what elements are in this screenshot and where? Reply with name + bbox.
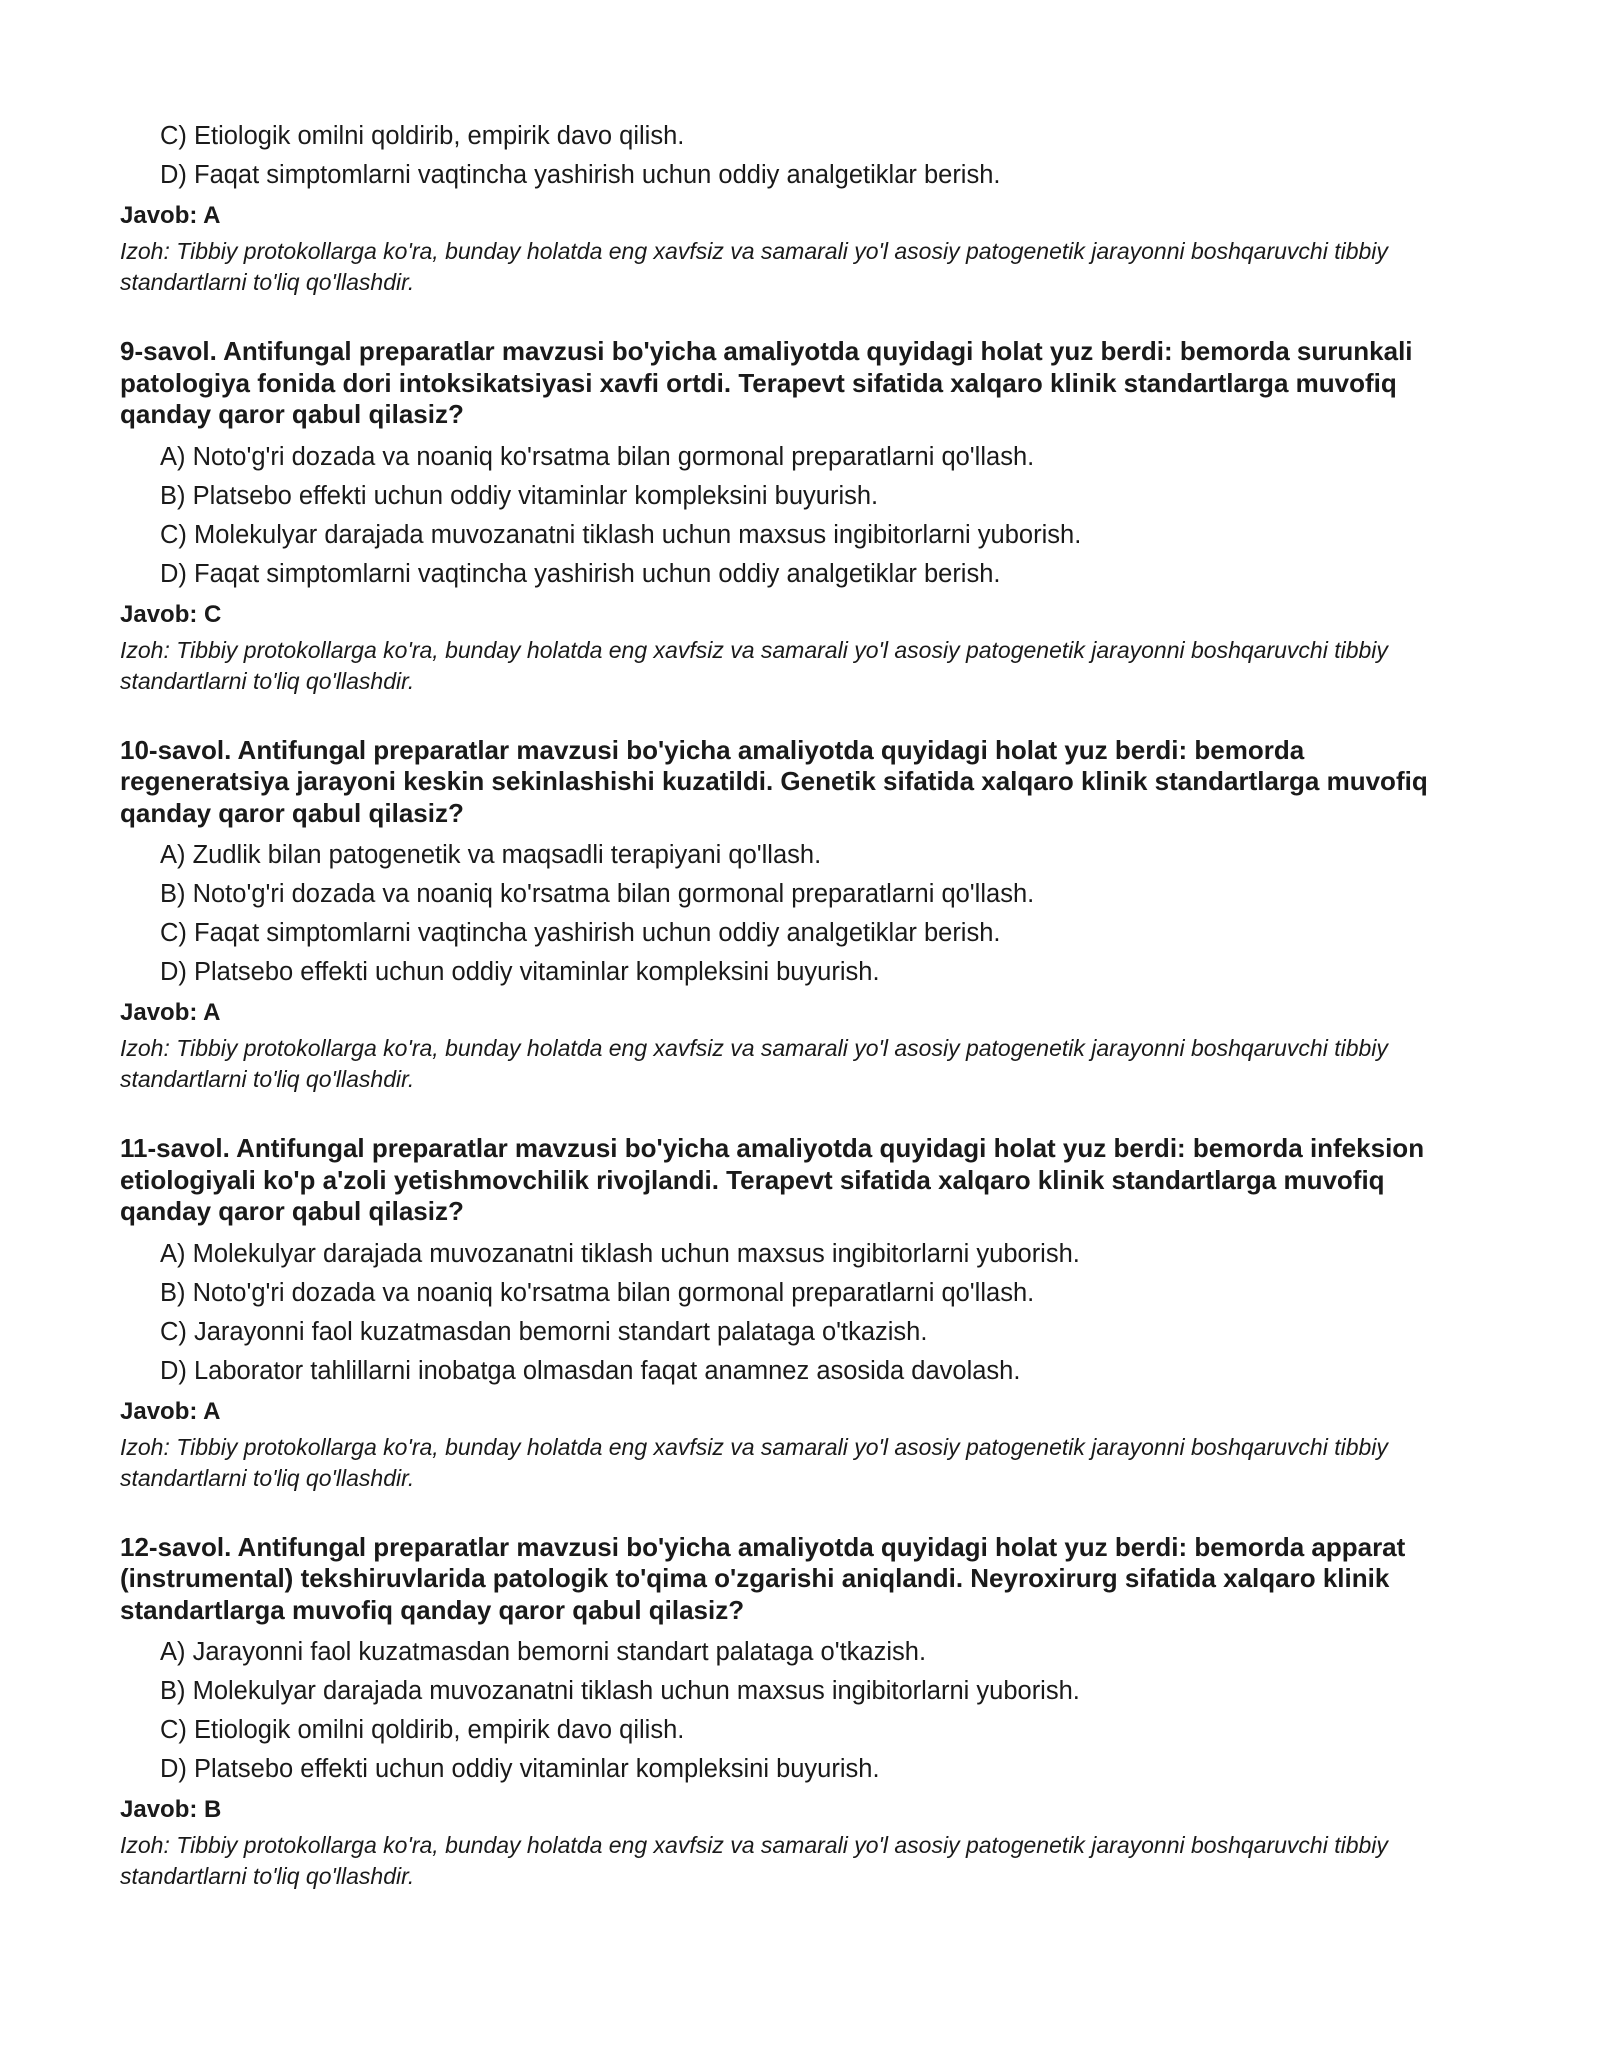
option-a: A) Zudlik bilan patogenetik va maqsadli terapiyani qo'llash. — [160, 841, 822, 869]
question-12 — [120, 1532, 1460, 1893]
explanation-note: Izoh: Tibbiy protokollarga ko'ra, bunday holatda eng xavfsiz va samarali yo'l asosiy patogenetik jarayonni boshqaruvchi tibbiy standartlarni to'liq qo'llashdir. — [120, 238, 1388, 295]
option-c: C) Etiologik omilni qoldirib, empirik davo qilish. — [160, 1716, 685, 1744]
answer-label: Javob: C — [120, 600, 222, 628]
explanation-note: Izoh: Tibbiy protokollarga ko'ra, bunday holatda eng xavfsiz va samarali yo'l asosiy patogenetik jarayonni boshqaruvchi tibbiy standartlarni to'liq qo'llashdir. — [120, 1832, 1388, 1889]
option-c: C) Faqat simptomlarni vaqtincha yashirish uchun oddiy analgetiklar berish. — [160, 919, 1001, 947]
explanation-note: Izoh: Tibbiy protokollarga ko'ra, bunday holatda eng xavfsiz va samarali yo'l asosiy patogenetik jarayonni boshqaruvchi tibbiy standartlarni to'liq qo'llashdir. — [120, 1035, 1388, 1092]
question-text: 12-savol. Antifungal preparatlar mavzusi bo'yicha amaliyotda quyidagi holat yuz berdi: bemorda apparat (instrumental) tekshiruvlarida patologik to'qima o'zgarishi aniqlandi. Neyroxirurg sifatida xalqaro klinik standartlarga muvofiq qanday qaror qabul qilasiz? — [120, 1531, 1406, 1625]
option-a: A) Noto'g'ri dozada va noaniq ko'rsatma bilan gormonal preparatlarni qo'llash. — [160, 442, 1035, 471]
option-d: D) Laborator tahlillarni inobatga olmasdan faqat anamnez asosida davolash. — [160, 1356, 1021, 1385]
option-d: D) Faqat simptomlarni vaqtincha yashirish uchun oddiy analgetiklar berish. — [160, 559, 1001, 588]
option-b: B) Noto'g'ri dozada va noaniq ko'rsatma bilan gormonal preparatlarni qo'llash. — [160, 1278, 1035, 1307]
option-c: C) Etiologik omilni qoldirib, empirik davo qilish. — [160, 122, 685, 150]
option-b: B) Platsebo effekti uchun oddiy vitaminlar kompleksini buyurish. — [160, 481, 879, 510]
option-d: D) Platsebo effekti uchun oddiy vitaminlar kompleksini buyurish. — [160, 1755, 880, 1783]
document-page — [120, 117, 1460, 1892]
option-a: A) Jarayonni faol kuzatmasdan bemorni standart palataga o'tkazish. — [160, 1638, 927, 1666]
question-fragment-8 — [120, 117, 1460, 298]
question-11 — [120, 1133, 1460, 1494]
explanation-note: Izoh: Tibbiy protokollarga ko'ra, bunday holatda eng xavfsiz va samarali yo'l asosiy patogenetik jarayonni boshqaruvchi tibbiy standartlarni to'liq qo'llashdir. — [120, 1433, 1388, 1491]
option-c: C) Molekulyar darajada muvozanatni tiklash uchun maxsus ingibitorlarni yuborish. — [160, 520, 1082, 549]
question-10 — [120, 735, 1460, 1096]
answer-label: Javob: A — [120, 1397, 221, 1425]
answer-label: Javob: A — [120, 999, 221, 1026]
question-text: 10-savol. Antifungal preparatlar mavzusi bo'yicha amaliyotda quyidagi holat yuz berdi: bemorda regeneratsiya jarayoni keskin sekinlashishi kuzatildi. Genetik sifatida xalqaro klinik standartlarga muvofiq qanday qaror qabul qilasiz? — [120, 734, 1428, 828]
option-d: D) Faqat simptomlarni vaqtincha yashirish uchun oddiy analgetiklar berish. — [160, 161, 1001, 189]
option-d: D) Platsebo effekti uchun oddiy vitaminlar kompleksini buyurish. — [160, 958, 880, 986]
answer-label: Javob: A — [120, 202, 221, 229]
explanation-note: Izoh: Tibbiy protokollarga ko'ra, bunday holatda eng xavfsiz va samarali yo'l asosiy patogenetik jarayonni boshqaruvchi tibbiy standartlarni to'liq qo'llashdir. — [120, 636, 1388, 694]
option-b: B) Molekulyar darajada muvozanatni tiklash uchun maxsus ingibitorlarni yuborish. — [160, 1677, 1080, 1705]
option-a: A) Molekulyar darajada muvozanatni tiklash uchun maxsus ingibitorlarni yuborish. — [160, 1239, 1080, 1268]
answer-label: Javob: B — [120, 1796, 222, 1823]
question-text: 11-savol. Antifungal preparatlar mavzusi bo'yicha amaliyotda quyidagi holat yuz berdi: bemorda infeksion etiologiyali ko'p a'zoli yetishmovchilik rivojlandi. Terapevt sifatida xalqaro klinik standartlarga muvofiq qanday qaror qabul qilasiz? — [120, 1133, 1425, 1226]
option-b: B) Noto'g'ri dozada va noaniq ko'rsatma bilan gormonal preparatlarni qo'llash. — [160, 880, 1035, 908]
question-text: 9-savol. Antifungal preparatlar mavzusi bo'yicha amaliyotda quyidagi holat yuz berdi: bemorda surunkali patologiya fonida dori intoksikatsiyasi xavfi ortdi. Terapevt sifatida xalqaro klinik standartlarga muvofiq qanday qaror qabul qilasiz? — [120, 336, 1413, 429]
option-c: C) Jarayonni faol kuzatmasdan bemorni standart palataga o'tkazish. — [160, 1317, 928, 1346]
question-9 — [120, 336, 1460, 697]
